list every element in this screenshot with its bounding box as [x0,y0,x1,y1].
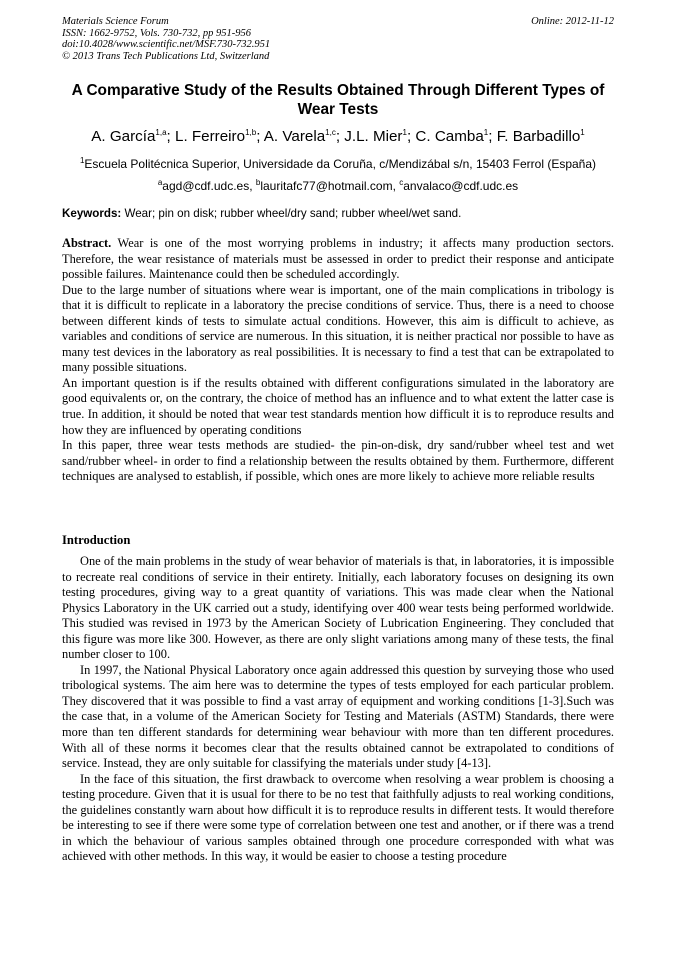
author: F. Barbadillo$^1$ [496,127,585,145]
journal-name: Materials Science Forum [62,16,169,27]
journal-copyright: © 2013 Trans Tech Publications Ltd, Switzerland [62,50,270,62]
email: $^a$agd@cdf.udc.es, [157,178,256,193]
author-list [62,127,614,147]
abstract-paragraph: In this paper, three wear tests methods are studied- the pin-on-disk, dry sand/rubber wheel test and wet sand/rubber wheel- in order to find a relationship between the results obtained by them. Furthermore, different techniques are analysed to establish, if possible, which ones are more likely to achieve more reliable results [62,438,614,484]
abstract [62,236,614,485]
journal-issn: ISSN: 1662-9752, Vols. 730-732, pp 951-956 [62,27,251,39]
affiliation: $^1$Escuela Politécnica Superior, Universidade da Coruña, c/Mendizábal s/n, 15403 Ferrol (España) [79,156,597,171]
author: A. García$^{1,a}$; [91,127,175,145]
keywords [62,206,614,222]
online-date: Online: 2012-11-12 [531,16,614,27]
introduction [62,554,614,865]
abstract-paragraph: An important question is if the results obtained with different configurations simulated in the laboratory are good equivalents or, on the contrary, the choice of method has an influence and to what extent the latter case is true. In addition, it should be noted that wear test standards mention how difficult it is to reproduce results and how they are influenced by operating conditions [62,375,614,437]
author: L. Ferreiro$^{1,b}$; [175,127,264,145]
abstract-paragraph: Due to the large number of situations where wear is important, one of the main complications in tribology is that it is difficult to replicate in a laboratory the precise conditions of service. Thus, there is a need to choose between different kinds of tests to simulate actual conditions. However, this aim is difficult to achieve, as variables and conditions of service are numerous. In this situation, it is neither practical nor possible to have as many test devices in the laboratory as real possibilities. It is necessary to find a test that can be extrapolated to many possible situations. [62,282,614,375]
introduction-paragraph: One of the main problems in the study of wear behavior of materials is that, in laboratories, it is impossible to recreate real conditions of service in their entirety. Initially, each laboratory focuses on designing its own testing procedures, giving way to a great quantity of variations. This was made clear when the National Physics Laboratory in the UK carried out a study, identifying over 400 wear tests being performed worldwide. This studied was revised in 1973 by the American Society of Lubrication Engineering. They concluded that this figure was more like 300. However, as there are only slight variations among many of these tests, the final number closer to 100. [62,554,614,662]
introduction-paragraph: In 1997, the National Physical Laboratory once again addressed this question by surveying those who used tribological systems. The aim here was to determine the types of tests employed for each particular problem. They discovered that it was possible to find a vast array of equipment and working conditions [1-3].Such was the case that, in a volume of the American Society for Testing and Materials (ASTM) Standards, there were more than ten different standards for determining wear behaviour with more than ten different procedures. With all of these norms it becomes clear that the results obtained cannot be extrapolated to conditions of service. Instead, they are only suitable for classifying the materials under study [4-13]. [62,662,614,771]
keywords-text: Wear; pin on disk; rubber wheel/dry sand; rubber wheel/wet sand. [121,207,462,220]
author-emails [62,178,614,194]
journal-header [62,16,462,62]
paper-title: A Comparative Study of the Results Obtained Through Different Types of Wear Tests [71,82,605,118]
email: $^b$lauritafc77@hotmail.com, [255,178,400,193]
email: $^c$anvalaco@cdf.udc.es [399,178,519,193]
journal-doi: doi:10.4028/www.scientific.net/MSF.730-732.951 [62,39,271,51]
author: A. Varela$^{1,c}$; [263,127,345,145]
author: C. Camba$^1$; [415,127,497,145]
introduction-paragraph: In the face of this situation, the first drawback to overcome when resolving a wear problem is choosing a testing procedure. Given that it is usual for there to be no test that faithfully adjusts to real working conditions, the guidelines constantly warn about how difficult it is to reproduce results in different tests. It would therefore be interesting to see if there were some type of correlation between one test and another, or if there was a trend in which the behaviour of various samples obtained through one procedure corresponded with what was achieved with other methods. In this way, it would be easier to choose a testing procedure [62,771,614,864]
author: J.L. Mier$^1$; [344,127,416,145]
abstract-label: Abstract. [62,236,112,250]
abstract-paragraph: Abstract. Wear is one of the most worrying problems in industry; it affects many production sectors. Therefore, the wear resistance of materials must be assessed in order to predict their response and anticipate possible failures. Maintenance could then be scheduled accordingly. [62,236,614,282]
keywords-label: Keywords: [62,207,122,220]
introduction-heading: Introduction [62,533,131,547]
